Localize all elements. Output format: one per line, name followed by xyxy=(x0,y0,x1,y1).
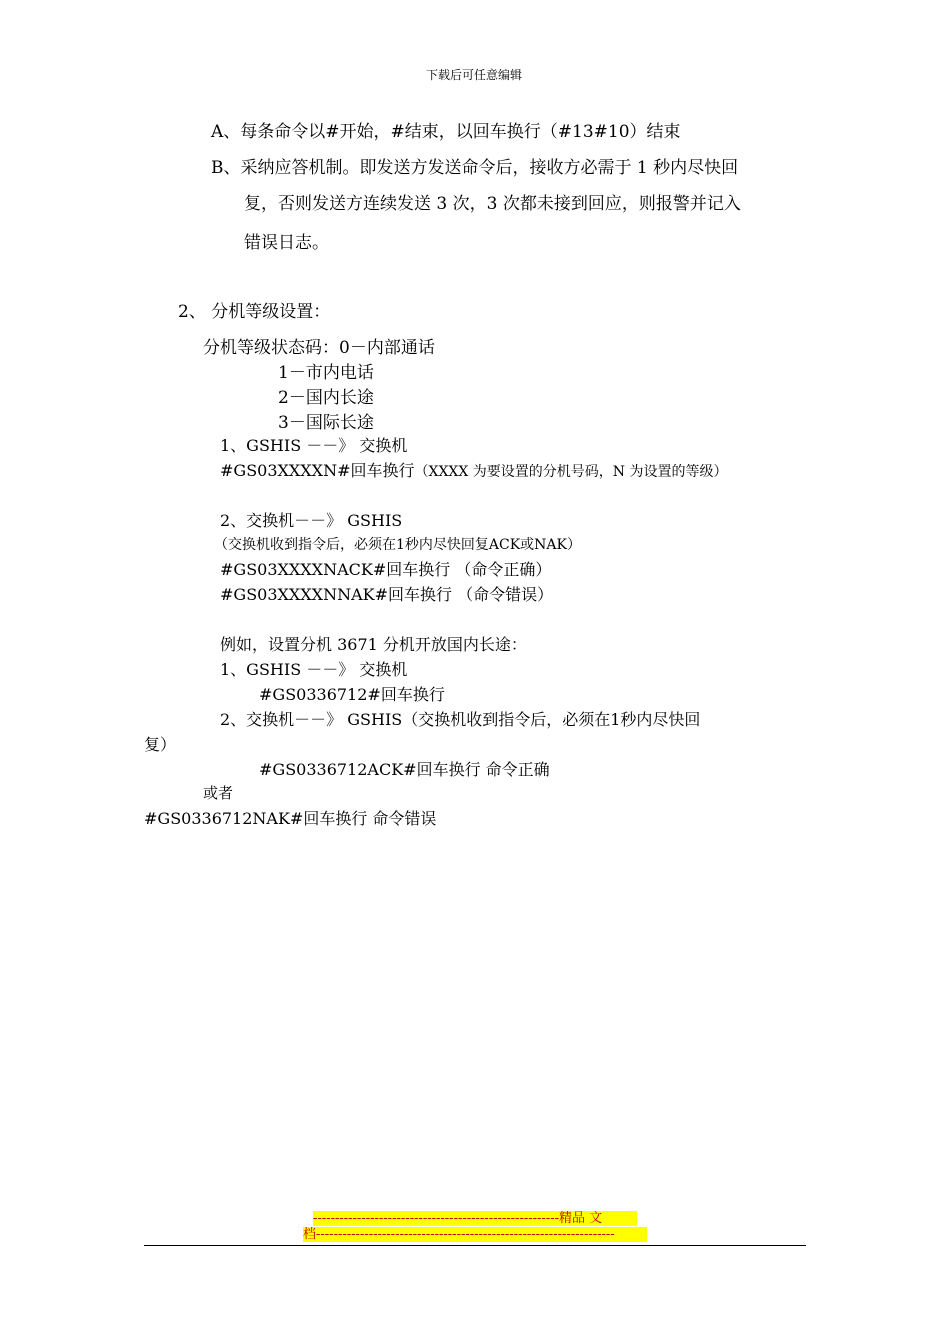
example-intro: 例如，设置分机 3671 分机开放国内长途： xyxy=(220,635,527,654)
example-or: 或者 xyxy=(203,784,234,802)
status-code-intro: 分机等级状态码：0－内部通话 xyxy=(203,338,435,358)
status-code-2: 2－国内长途 xyxy=(278,388,374,408)
protocol-rule-b-line3: 错误日志。 xyxy=(244,233,329,253)
example-step2-title: 2、交换机－－》 GSHIS（交换机收到指令后，必须在1秒内尽快回 xyxy=(220,710,701,729)
step1-line xyxy=(220,458,728,481)
example-nak-command: #GS0336712NAK#回车换行 命令错误 xyxy=(144,809,437,828)
footer-label-line1: --------------------------------------------------------精品 文 xyxy=(313,1211,637,1226)
step1-note: （XXXX 为要设置的分机号码，N 为设置的等级） xyxy=(414,464,728,480)
step1-title: 1、GSHIS －－》 交换机 xyxy=(220,436,408,455)
example-step1-title: 1、GSHIS －－》 交换机 xyxy=(220,660,408,679)
section-title: 2、 分机等级设置： xyxy=(178,302,331,322)
page-header: 下载后可任意编辑 xyxy=(426,68,523,82)
step1-command: #GS03XXXXN#回车换行 xyxy=(220,461,415,480)
protocol-rule-b-line1: B、采纳应答机制。即发送方发送命令后，接收方必需于 1 秒内尽快回 xyxy=(211,158,739,178)
status-code-3: 3－国际长途 xyxy=(278,413,374,433)
step2-nak-command: #GS03XXXXNNAK#回车换行 （命令错误） xyxy=(220,585,554,604)
example-step2-wrap: 复） xyxy=(144,735,177,754)
footer-label-line2: 档-------------------------------------------------------------------- xyxy=(303,1227,647,1242)
protocol-rule-a: A、每条命令以#开始，#结束，以回车换行（#13#10）结束 xyxy=(211,122,681,142)
example-ack-command: #GS0336712ACK#回车换行 命令正确 xyxy=(259,760,550,779)
step2-title: 2、交换机－－》 GSHIS xyxy=(220,511,403,530)
protocol-rule-b-line2: 复，否则发送方连续发送 3 次，3 次都未接到回应，则报警并记入 xyxy=(244,194,741,214)
step2-note: （交换机收到指令后，必须在1秒内尽快回复ACK或NAK） xyxy=(214,537,582,553)
example-step1-command: #GS0336712#回车换行 xyxy=(259,685,445,704)
status-code-1: 1－市内电话 xyxy=(278,363,374,383)
footer-rule xyxy=(144,1245,806,1246)
step2-ack-command: #GS03XXXXNACK#回车换行 （命令正确） xyxy=(220,560,552,579)
